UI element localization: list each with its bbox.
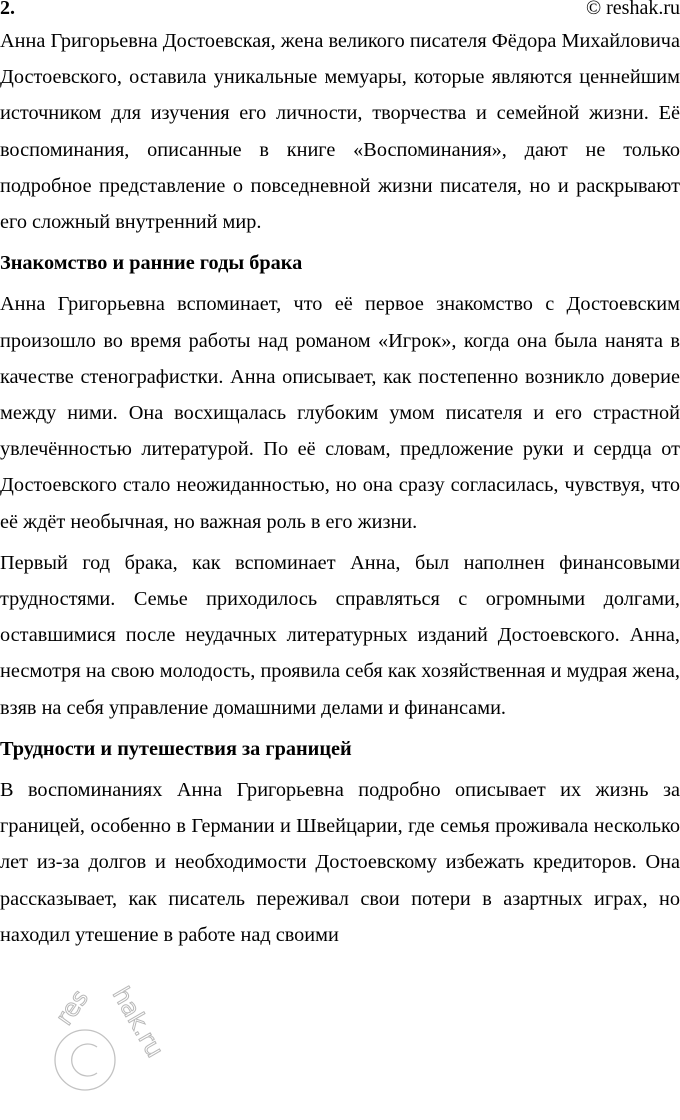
document-body — [0, 23, 680, 953]
section-heading-acquaintance: Знакомство и ранние годы брака — [0, 252, 303, 275]
copyright-watermark-icon — [40, 965, 180, 1115]
first-year-paragraph: Первый год брака, как вспоминает Анна, был наполнен финансовыми трудностями. Семье приходилось справляться с огромными долгами, оставшимися после неудачных литературных изданий Достоевского. Анна, несмотря на свою молодость, проявила себя как хозяйственная и мудрая жена, взяв на себя управление домашними делами и финансами. — [0, 551, 680, 719]
acquaintance-paragraph: Анна Григорьевна вспоминает, что её первое знакомство с Достоевским произошло во время работы над романом «Игрок», когда она была нанята в качестве стенографистки. Анна описывает, как постепенно возникло доверие между ними. Она восхищалась глубоким умом писателя и его страстной увлечённостью литературой. По её словам, предложение руки и сердца от Достоевского стало неожиданностью, но она сразу согласилась, чувствуя, что её ждёт необычная, но важная роль в его жизни. — [0, 293, 680, 533]
svg-text:hak.ru: hak.ru — [106, 982, 170, 1063]
svg-text:res: res — [49, 984, 94, 1031]
site-credit: © reshak.ru — [585, 0, 680, 19]
page-header — [0, 0, 680, 24]
watermark — [40, 965, 180, 1115]
task-number: 2. — [0, 0, 15, 19]
abroad-paragraph: В воспоминаниях Анна Григорьевна подробно описывает их жизнь за границей, особенно в Германии и Швейцарии, где семья проживала несколько лет из-за долгов и необходимости Достоевскому избежать кредиторов. Она рассказывает, как писатель переживал свои потери в азартных играх, но находил утешение в работе над своими — [0, 779, 680, 946]
section-heading-abroad: Трудности и путешествия за границей — [0, 737, 352, 760]
intro-paragraph: Анна Григорьевна Достоевская, жена великого писателя Фёдора Михайловича Достоевского, оставила уникальные мемуары, которые являются ценнейшим источником для изучения его личности, творчества и семейной жизни. Её воспоминания, описанные в книге «Воспоминания», дают не только подробное представление о повседневной жизни писателя, но и раскрывают его сложный внутренний мир. — [0, 30, 680, 234]
